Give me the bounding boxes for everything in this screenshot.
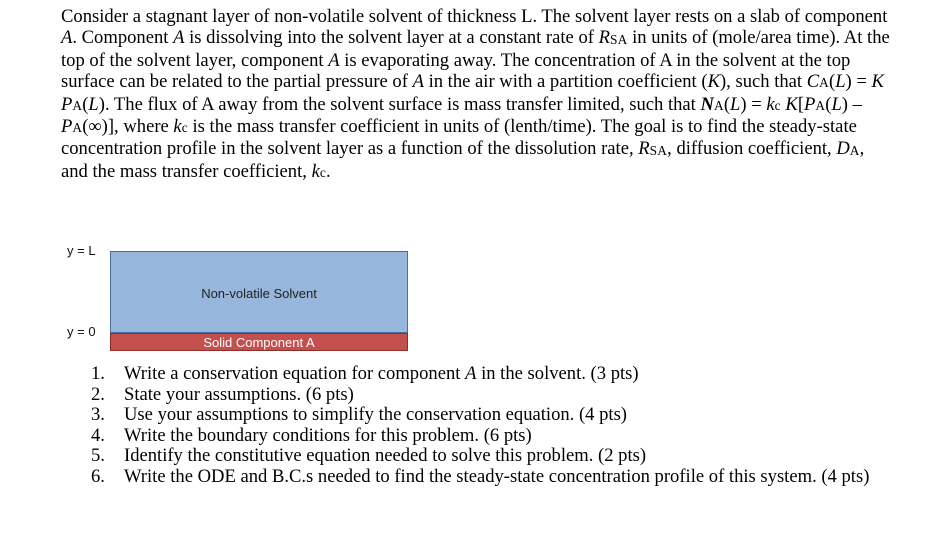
y-bottom-label: y = 0 [67, 324, 96, 339]
solid-layer [110, 333, 408, 351]
question-item: 2. State your assumptions. (6 pts) [91, 383, 354, 405]
question-item: 1. Write a conservation equation for component A in the solvent. (3 pts) [91, 363, 639, 384]
solvent-layer [110, 251, 408, 333]
y-top-label: y = L [67, 243, 96, 258]
question-item: 6. Write the ODE and B.C.s needed to find the steady-state concentration profile of this system. (4 pts) [91, 465, 870, 487]
solid-label: Solid Component A [203, 335, 315, 350]
question-item: 3. Use your assumptions to simplify the conservation equation. (4 pts) [91, 404, 627, 425]
question-item: 5. Identify the constitutive equation needed to solve this problem. (2 pts) [91, 445, 647, 466]
question-item: 4. Write the boundary conditions for this problem. (6 pts) [91, 424, 532, 446]
question-list [91, 364, 891, 487]
solvent-label: Non-volatile Solvent [201, 286, 317, 301]
problem-statement: Consider a stagnant layer of non-volatile solvent of thickness L. The solvent layer rests on a slab of component A. Component A is dissolving into the solvent layer at a constant rate of RSA in units of (mole/area time). At the top of the solvent layer, component A is evaporating away. The concentration of A in the solvent at the top surface can be related to the partial pressure of A in the air with a partition coefficient (K), such that CA(L) = K PA(L). The flux of A away from the solvent surface is mass transfer limited, such that NA(L) = kc K[PA(L) – PA(∞)], where kc is the mass transfer coefficient in units of (lenth/time). The goal is to find the steady-state concentration profile in the solvent layer as a function of the dissolution rate, RSA, diffusion coefficient, DA, and the mass transfer coefficient, kc. [61, 6, 890, 182]
